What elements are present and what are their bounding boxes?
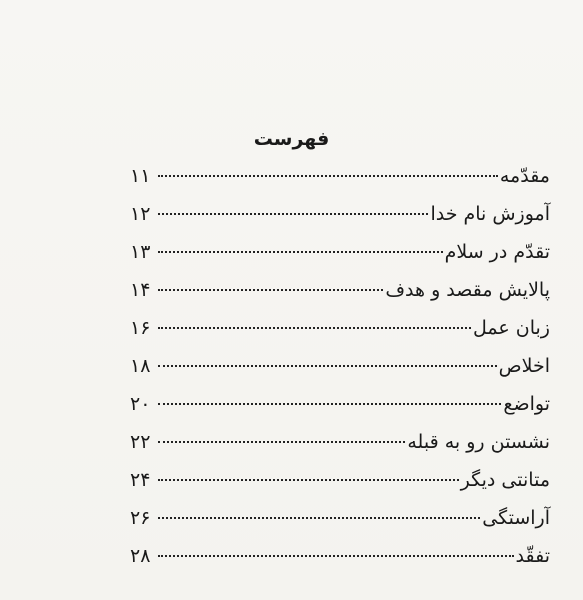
toc-entry (130, 203, 550, 241)
toc-entry-page: ۲۸ (130, 545, 151, 567)
toc-entry (130, 545, 550, 583)
toc-entry (130, 431, 550, 469)
dot-leader (158, 175, 498, 177)
toc-entry-title: آراستگی (482, 507, 550, 529)
dot-leader (158, 441, 405, 443)
toc-entry-page: ۱۶ (130, 317, 151, 339)
toc-entry-title: متانتی دیگر (460, 469, 550, 491)
dot-leader (158, 251, 443, 253)
toc-entry-page: ۲۰ (130, 393, 151, 415)
toc-entry-page: ۱۳ (130, 241, 151, 263)
dot-leader (158, 479, 459, 481)
toc-entry-title: تواضع (503, 393, 550, 415)
toc-entry (130, 355, 550, 393)
toc-entry (130, 279, 550, 317)
toc-entry-page: ۱۸ (130, 355, 151, 377)
toc-entry (130, 469, 550, 507)
toc-entry-page: ۱۴ (130, 279, 151, 301)
dot-leader (158, 517, 480, 519)
toc-entry (130, 317, 550, 355)
dot-leader (158, 365, 497, 367)
dot-leader (158, 327, 471, 329)
toc-entry-title: زبان عمل (473, 317, 550, 339)
toc-entry-title: مقدّمه (499, 165, 550, 187)
toc-entry-title: اخلاص (498, 355, 550, 377)
toc-entry (130, 393, 550, 431)
dot-leader (158, 213, 428, 215)
toc-entry-title: نشستن رو به قبله (407, 431, 550, 453)
toc-heading: فهرست (253, 128, 330, 150)
toc-entry (130, 507, 550, 545)
toc-entry-title: آموزش نام خدا (430, 203, 550, 225)
toc-entry-page: ۲۶ (130, 507, 151, 529)
toc-entry (130, 241, 550, 279)
toc-entry-title: تقدّم در سلام (444, 241, 550, 263)
dot-leader (158, 403, 501, 405)
dot-leader (158, 289, 383, 291)
toc-entry-page: ۱۱ (130, 165, 151, 187)
toc-entry-page: ۱۲ (130, 203, 151, 225)
toc-entry-title: تفقّد (515, 545, 550, 567)
toc-entry-title: پالایش مقصد و هدف (385, 279, 550, 301)
toc-entry (130, 165, 550, 203)
dot-leader (158, 555, 514, 557)
toc-entry-page: ۲۴ (130, 469, 151, 491)
toc-entry-page: ۲۲ (130, 431, 151, 453)
table-of-contents (130, 165, 550, 583)
